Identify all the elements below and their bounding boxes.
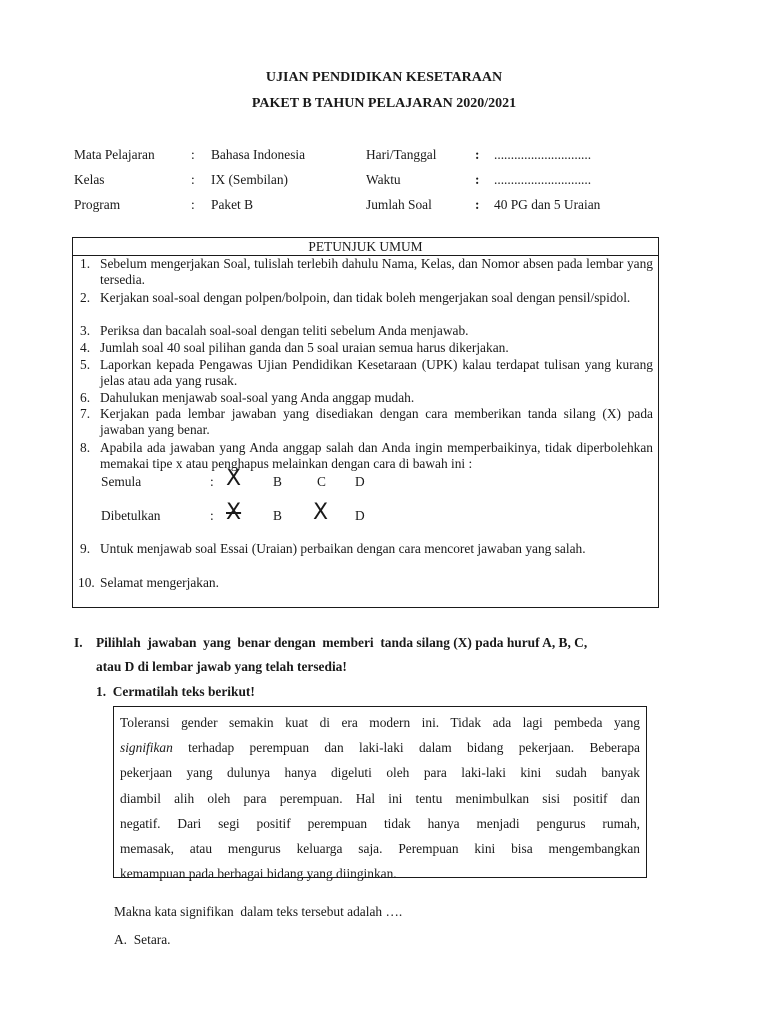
info-sep: : bbox=[191, 147, 195, 162]
instruction-item bbox=[80, 440, 653, 472]
instruction-number: 4. bbox=[80, 340, 91, 355]
example-option-b: B bbox=[273, 508, 282, 523]
example-sep: : bbox=[210, 508, 214, 523]
example-option-b: B bbox=[273, 474, 282, 489]
info-value-mata-pelajaran: Bahasa Indonesia bbox=[211, 147, 306, 162]
instruction-item bbox=[80, 340, 653, 356]
info-value-waktu: ............................. bbox=[494, 172, 592, 187]
instruction-item bbox=[78, 575, 651, 591]
passage-line: signifikan terhadap perempuan dan laki-laki dalam bidang pekerjaan. Beberapa bbox=[120, 740, 640, 756]
exam-title: UJIAN PENDIDIKAN KESETARAAN bbox=[265, 70, 503, 85]
info-sep: : bbox=[191, 172, 195, 187]
instruction-text: Laporkan kepada Pengawas Ujian Pendidikan Kesetaraan (UPK) kalau terdapat tulisan yang kurang jelas atau ada yang rusak. bbox=[100, 357, 653, 388]
passage-line: diambil alih oleh para perempuan. Hal ini tentu menimbulkan sisi positif dan bbox=[120, 790, 640, 806]
instruction-number: 9. bbox=[80, 541, 91, 556]
instruction-item bbox=[80, 290, 653, 306]
instruction-number: 8. bbox=[80, 440, 91, 455]
cross-mark-icon: X bbox=[226, 466, 242, 491]
instruction-text: Jumlah soal 40 soal pilihan ganda dan 5 soal uraian semua harus dikerjakan. bbox=[100, 340, 509, 355]
info-sep: : bbox=[475, 172, 480, 187]
question-text: Makna kata signifikan dalam teks tersebut adalah …. bbox=[114, 904, 403, 919]
instruction-item bbox=[80, 406, 653, 438]
info-label-mata-pelajaran: Mata Pelajaran bbox=[74, 147, 155, 162]
instruction-text: Selamat mengerjakan. bbox=[100, 575, 219, 590]
instruction-number: 2. bbox=[80, 290, 91, 305]
example-option-d: D bbox=[355, 474, 365, 489]
instruction-text: Kerjakan pada lembar jawaban yang disediakan dengan cara memberikan tanda silang (X) pada jawaban yang benar. bbox=[100, 406, 653, 437]
instruction-text: Dahulukan menjawab soal-soal yang Anda anggap mudah. bbox=[100, 390, 415, 405]
passage-line: kemampuan pada berbagai bidang yang diinginkan. bbox=[120, 866, 397, 882]
info-label-hari-tanggal: Hari/Tanggal bbox=[366, 147, 437, 162]
emphasized-word: signifikan bbox=[120, 740, 173, 756]
instruction-text: Kerjakan soal-soal dengan polpen/bolpoin, dan tidak boleh mengerjakan soal dengan pensil/spidol. bbox=[100, 290, 631, 305]
instruction-item bbox=[80, 323, 653, 339]
info-value-kelas: IX (Sembilan) bbox=[211, 172, 288, 187]
example-semula-label: Semula bbox=[101, 474, 142, 489]
reading-passage bbox=[113, 706, 647, 882]
info-sep: : bbox=[475, 197, 480, 212]
struck-cross-mark-icon: X bbox=[226, 500, 242, 525]
example-sep: : bbox=[210, 474, 214, 489]
info-sep: : bbox=[191, 197, 195, 212]
section-number: I. bbox=[74, 635, 83, 650]
passage-line: Toleransi gender semakin kuat di era modern ini. Tidak ada lagi pembeda yang bbox=[120, 715, 640, 730]
instruction-text: Periksa dan bacalah soal-soal dengan teliti sebelum Anda menjawab. bbox=[100, 323, 469, 338]
section-instruction-cont: atau D di lembar jawab yang telah tersedia! bbox=[96, 659, 347, 674]
info-label-jumlah-soal: Jumlah Soal bbox=[366, 197, 432, 212]
exam-subtitle: PAKET B TAHUN PELAJARAN 2020/2021 bbox=[251, 96, 517, 111]
example-dibetulkan-label: Dibetulkan bbox=[101, 508, 161, 523]
cross-mark-icon: X bbox=[313, 500, 329, 525]
instruction-number: 5. bbox=[80, 357, 91, 372]
instruction-item bbox=[80, 390, 653, 406]
info-sep: : bbox=[475, 147, 480, 162]
example-option-d: D bbox=[355, 508, 365, 523]
section-instruction: Pilihlah jawaban yang benar dengan memberi tanda silang (X) pada huruf A, B, C, bbox=[96, 635, 588, 650]
info-value-hari-tanggal: ............................. bbox=[494, 147, 592, 162]
instruction-item bbox=[80, 256, 653, 288]
answer-option-a[interactable]: A. Setara. bbox=[114, 932, 171, 947]
example-option-c: C bbox=[317, 474, 326, 489]
question-heading: 1. Cermatilah teks berikut! bbox=[96, 684, 255, 699]
instruction-number: 10. bbox=[78, 575, 95, 590]
instructions-heading: PETUNJUK UMUM bbox=[73, 238, 658, 256]
passage-line: negatif. Dari segi positif perempuan tidak hanya menjadi pengurus rumah, bbox=[120, 815, 640, 831]
instruction-item bbox=[80, 357, 653, 389]
instruction-number: 6. bbox=[80, 390, 91, 405]
instruction-text: Untuk menjawab soal Essai (Uraian) perbaikan dengan cara mencoret jawaban yang salah. bbox=[100, 541, 586, 556]
instruction-text: Apabila ada jawaban yang Anda anggap salah dan Anda ingin memperbaikinya, tidak diperbolehkan memakai tipe x atau penghapus melainkan dengan cara di bawah ini : bbox=[100, 440, 653, 471]
info-label-kelas: Kelas bbox=[74, 172, 105, 187]
passage-line: pekerjaan yang dulunya hanya digeluti oleh para laki-laki kini sudah banyak bbox=[120, 765, 640, 781]
info-value-jumlah-soal: 40 PG dan 5 Uraian bbox=[494, 197, 601, 212]
instruction-number: 7. bbox=[80, 406, 91, 421]
info-value-program: Paket B bbox=[211, 197, 254, 212]
info-label-waktu: Waktu bbox=[366, 172, 401, 187]
instruction-number: 1. bbox=[80, 256, 91, 271]
info-label-program: Program bbox=[74, 197, 121, 212]
instruction-number: 3. bbox=[80, 323, 91, 338]
instruction-item bbox=[80, 541, 653, 557]
instruction-text: Sebelum mengerjakan Soal, tulislah terlebih dahulu Nama, Kelas, dan Nomor absen pada lembar yang tersedia. bbox=[100, 256, 653, 287]
passage-line: memasak, atau mengurus keluarga saja. Perempuan kini bisa mengembangkan bbox=[120, 841, 640, 857]
